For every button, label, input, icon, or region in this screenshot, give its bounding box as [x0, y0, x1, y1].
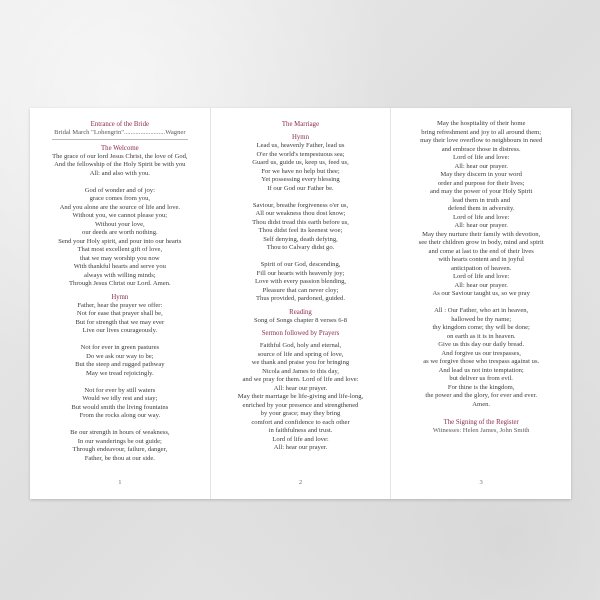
- text-line: Faithful God, holy and eternal,: [259, 342, 342, 349]
- text-line: From the rocks along our way.: [79, 412, 161, 419]
- text-line: the power and the glory, for ever and ever.: [425, 392, 537, 399]
- page-2: [211, 108, 392, 499]
- text-line: But the steep and rugged pathway: [75, 361, 165, 368]
- text-line: and embrace those in distress.: [441, 145, 521, 153]
- entrance-heading: Entrance of the Bride: [90, 121, 149, 128]
- text-line: Thou to Calvary didst go.: [266, 244, 335, 251]
- text-line: but deliver us from evil.: [449, 375, 513, 382]
- page-number: 2: [298, 478, 303, 486]
- prayer-text: [391, 120, 571, 409]
- text-line: Without you, we cannot please you;: [72, 212, 168, 219]
- text-line: In our wanderings be out guide;: [77, 437, 162, 445]
- text-line: But would smith the living fountains: [71, 403, 169, 411]
- text-line: Lead us, heavenly Father, lead us: [256, 142, 345, 149]
- text-line: bring refreshment and joy to all around them;: [421, 128, 542, 136]
- text-line: Not for ever in green pastures: [80, 344, 160, 351]
- text-line: Nicola and James to this day,: [262, 367, 339, 375]
- text-line: Live our lives courageously.: [82, 327, 158, 334]
- text-line: anticipation of heaven.: [451, 264, 512, 272]
- text-line: Love with every passion blending,: [255, 278, 347, 285]
- text-line: with hearts content and in joyful: [438, 256, 524, 263]
- text-line: Do we ask our way to be;: [86, 352, 154, 360]
- hymn-heading: Hymn: [111, 293, 129, 301]
- text-line: enriched by your presence and strengthened: [242, 401, 359, 409]
- text-line: May we tread rejoicingly.: [85, 369, 154, 377]
- page-number: 1: [118, 478, 122, 486]
- sermon-heading: Sermon followed by Prayers: [261, 330, 340, 337]
- text-line: comfort and confidence to each other: [251, 418, 350, 426]
- text-line: lead them in truth and: [452, 196, 511, 204]
- text-line: May their marriage be life-giving and life-long,: [237, 393, 364, 400]
- text-line: That most excellent gift of love,: [77, 246, 163, 253]
- text-line: Lord of life and love:: [452, 154, 510, 161]
- order-of-service-sheet: [30, 108, 571, 499]
- text-line: Spirit of our God, descending,: [260, 261, 341, 268]
- text-line: Give us this day our daily bread.: [438, 341, 525, 348]
- text-line: may their love overflow to neighbours in need: [420, 137, 543, 144]
- text-line: O'er the world's tempestuous sea;: [256, 150, 345, 158]
- text-line: on earth as it is in heaven.: [446, 332, 516, 340]
- text-line: May they nurture their family with devotion,: [422, 230, 541, 238]
- stanza-break: [211, 253, 391, 262]
- text-line: Self denying, death defying,: [263, 235, 338, 243]
- text-line: With thankful hearts and serve you: [73, 263, 166, 270]
- text-line: see their children grow in body, mind and spirit: [418, 239, 544, 246]
- text-line: grace comes from you,: [89, 195, 151, 202]
- text-line: and may the power of your Holy Spirit: [429, 188, 533, 195]
- text-line: God of wonder and of joy:: [84, 186, 155, 194]
- stanza-break: [30, 378, 210, 387]
- text-line: by your grace; may they bring: [260, 410, 341, 417]
- text-line: Send your Holy spirit, and pour into our hearts: [58, 237, 182, 245]
- text-line: May the hospitality of their home: [436, 120, 526, 127]
- text-line: Would we idly rest and stay;: [82, 395, 158, 402]
- text-line: All: hear our prayer.: [273, 384, 328, 392]
- text-line: we thank and praise you for bringing: [251, 359, 350, 366]
- text-line: Not for ease that prayer shall be,: [76, 310, 163, 317]
- stanza-break: [30, 178, 210, 187]
- text-line: And the fellowship of the Holy Spirit be with you: [54, 161, 186, 168]
- page-number: 3: [479, 478, 483, 486]
- text-line: and come at last to the end of their lives: [428, 247, 534, 255]
- text-line: order and purpose for their lives;: [437, 179, 525, 187]
- text-line: our deeds are worth nothing.: [82, 229, 158, 236]
- text-line: Lord of life and love:: [452, 273, 510, 280]
- text-line: And you alone are the source of life and love.: [59, 203, 181, 211]
- text-line: But for strength that we may ever: [75, 318, 165, 326]
- text-line: Without your love,: [94, 220, 145, 228]
- text-line: And forgive us our trespasses,: [441, 349, 521, 357]
- text-line: Lord of life and love:: [452, 213, 510, 221]
- text-line: All our weakness thou dost know;: [255, 210, 346, 217]
- text-line: May they discern in your word: [440, 171, 522, 178]
- text-line: The grace of our lord Jesus Christ, the love of God,: [52, 152, 188, 160]
- hymn-text: [211, 142, 391, 304]
- text-line: source of life and spring of love,: [257, 350, 344, 358]
- text-line: Thou didst feel its keenest woe;: [258, 227, 343, 234]
- stanza-break: [30, 336, 210, 345]
- bridal-march-text: Bridal March "Lohengrin".........................Wagner: [52, 129, 187, 140]
- welcome-heading: The Welcome: [101, 144, 139, 152]
- text-line: Through endeavour, failure, danger,: [72, 446, 168, 453]
- text-line: Saviour, breathe forgiveness o'er us,: [252, 201, 349, 209]
- text-line: Fill our hearts with heavenly joy;: [256, 269, 345, 277]
- text-line: Be our strength in hours of weakness,: [70, 429, 170, 436]
- text-line: And lead us not into temptation;: [438, 366, 524, 374]
- text-line: Thou didst tread this earth before us,: [252, 218, 349, 226]
- text-line: Through Jesus Christ our Lord. Amen.: [69, 280, 171, 287]
- prayer-text: [211, 342, 391, 453]
- text-line: All: hear our prayer.: [454, 162, 508, 170]
- text-line: For thine is the kingdom,: [447, 383, 515, 391]
- witnesses: Witnesses: Helen James, John Smith: [432, 426, 530, 434]
- text-line: All: and also with you.: [89, 169, 150, 177]
- text-line: in faithfulness and trust.: [268, 427, 333, 434]
- text-line: Father, be thou at our side.: [84, 454, 155, 462]
- stanza-break: [211, 193, 391, 202]
- reading-heading: Reading: [289, 308, 312, 316]
- hymn-heading: Hymn: [292, 134, 309, 141]
- signing-heading: The Signing of the Register: [443, 418, 519, 426]
- text-line: Yet possessing every blessing: [261, 176, 340, 183]
- text-line: always with willing minds;: [84, 271, 156, 279]
- text-line: defend them in adversity.: [447, 205, 515, 212]
- marriage-heading: The Marriage: [281, 121, 320, 128]
- text-line: Amen.: [472, 400, 491, 408]
- text-line: All: hear our prayer.: [273, 444, 328, 451]
- page-1: [30, 108, 211, 499]
- text-line: Guard us, guide us, keep us, feed us,: [252, 159, 349, 166]
- bridal-march: [30, 129, 210, 140]
- text-line: All: hear our prayer.: [454, 281, 508, 289]
- text-line: All: hear our prayer.: [454, 222, 508, 229]
- text-line: and we pray for them. Lord of life and love:: [242, 376, 359, 383]
- page-3: [391, 108, 571, 499]
- text-line: All : Our Father, who art in heaven,: [434, 307, 529, 314]
- text-line: as we forgive those who trespass against us.: [423, 358, 540, 365]
- stanza-break: [391, 299, 571, 308]
- text-line: Father, hear the prayer we offer:: [77, 301, 163, 309]
- text-line: As our Saviour taught us, so we pray: [432, 290, 530, 297]
- text-line: hallowed be thy name;: [451, 315, 512, 323]
- text-line: thy kingdom come; thy will be done;: [432, 324, 530, 331]
- text-line: Lord of life and love:: [272, 435, 329, 443]
- text-line: Pleasure that can never cloy;: [262, 286, 339, 294]
- text-line: If our God our Father be.: [267, 184, 334, 192]
- welcome-text: [30, 153, 210, 289]
- stanza-break: [30, 421, 210, 430]
- hymn-text: [30, 302, 210, 464]
- reading-text: Song of Songs chapter 8 verses 6-8: [253, 316, 348, 324]
- text-line: that we may worship you now: [80, 254, 160, 262]
- text-line: For we have no help but thee;: [261, 167, 340, 175]
- text-line: Thus provided, pardoned, guided.: [256, 295, 345, 302]
- text-line: Not for ever by still waters: [84, 386, 156, 394]
